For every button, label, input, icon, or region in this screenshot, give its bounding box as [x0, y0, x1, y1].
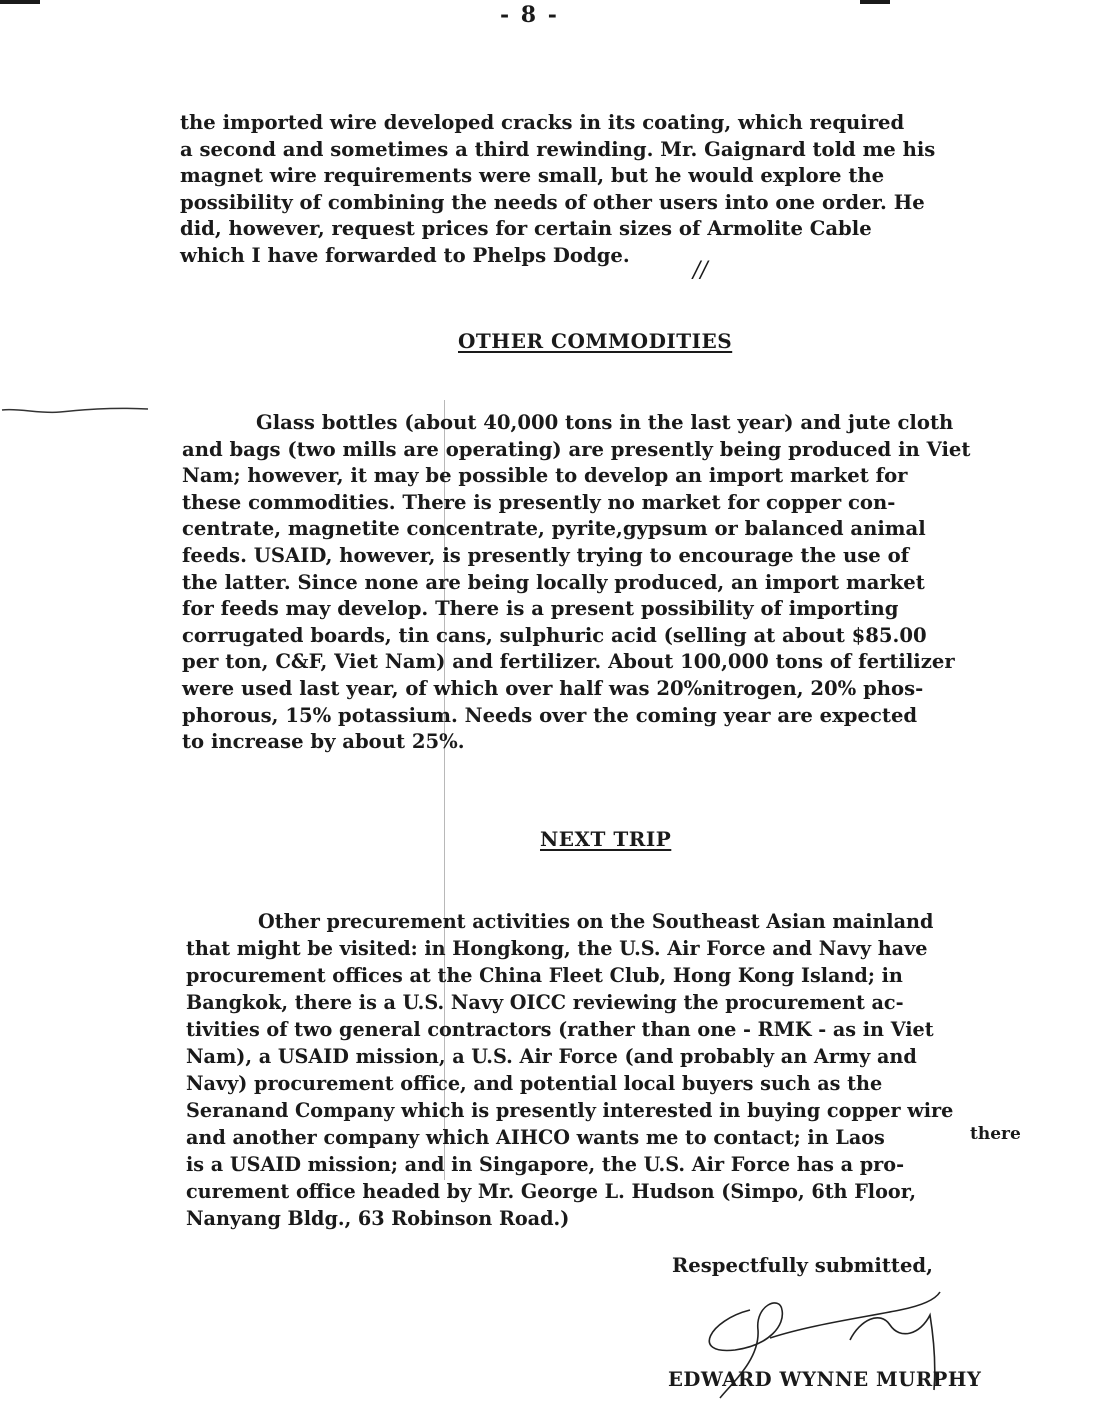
text-line: phorous, 15% potassium. Needs over the coming year are expected — [182, 703, 918, 727]
other-commodities-paragraph — [182, 410, 970, 756]
signer-name: EDWARD WYNNE MURPHY — [668, 1368, 982, 1391]
text-line: corrugated boards, tin cans, sulphuric acid (selling at about $85.00 — [182, 623, 927, 647]
text-line: Other precurement activities on the Southeast Asian mainland — [258, 910, 934, 933]
text-line: that might be visited: in Hongkong, the U.S. Air Force and Navy have — [186, 937, 928, 960]
text-line: possibility of combining the needs of other users into one order. He — [180, 190, 925, 214]
margin-pen-mark — [0, 404, 150, 418]
other-commodities-heading: OTHER COMMODITIES — [458, 329, 733, 353]
next-trip-paragraph — [186, 908, 953, 1232]
text-line: to increase by about 25%. — [182, 730, 465, 754]
text-line: Glass bottles (about 40,000 tons in the last year) and jute cloth — [256, 411, 954, 434]
text-line: tivities of two general contractors (rather than one - RMK - as in Viet — [186, 1018, 934, 1041]
handwritten-insertion: there — [970, 1124, 1021, 1144]
next-trip-heading: NEXT TRIP — [540, 827, 672, 851]
text-line: and bags (two mills are operating) are presently being produced in Viet — [182, 437, 971, 461]
text-line: curement office headed by Mr. George L. Hudson (Simpo, 6th Floor, — [186, 1180, 917, 1203]
text-line: for feeds may develop. There is a present possibility of importing — [182, 597, 899, 621]
top-edge-mark-left — [0, 0, 40, 4]
text-line: Seranand Company which is presently interested in buying copper wire — [186, 1099, 954, 1122]
text-line: per ton, C&F, Viet Nam) and fertilizer. About 100,000 tons of fertilizer — [182, 650, 955, 674]
closing-line: Respectfully submitted, — [672, 1254, 933, 1277]
text-line: Bangkok, there is a U.S. Navy OICC reviewing the procurement ac- — [186, 991, 904, 1014]
text-line: Nam; however, it may be possible to develop an import market for — [182, 464, 908, 488]
page-number: - 8 - — [500, 2, 559, 28]
text-line: feeds. USAID, however, is presently trying to encourage the use of — [182, 543, 910, 567]
text-line: magnet wire requirements were small, but he would explore the — [180, 164, 885, 188]
text-line: Nanyang Bldg., 63 Robinson Road.) — [186, 1207, 570, 1230]
text-line: the latter. Since none are being locally produced, an import market — [182, 570, 925, 594]
text-line: Navy) procurement office, and potential local buyers such as the — [186, 1072, 883, 1095]
top-edge-mark-right — [860, 0, 890, 4]
text-line: which I have forwarded to Phelps Dodge. — [180, 243, 630, 267]
text-line: a second and sometimes a third rewinding. Mr. Gaignard told me his — [180, 137, 936, 161]
text-line: did, however, request prices for certain sizes of Armolite Cable — [180, 217, 872, 241]
text-line: these commodities. There is presently no market for copper con- — [182, 490, 896, 514]
text-line: were used last year, of which over half was 20%nitrogen, 20% phos- — [182, 676, 924, 700]
intro-paragraph — [180, 110, 935, 270]
text-line: is a USAID mission; and in Singapore, the U.S. Air Force has a pro- — [186, 1153, 905, 1176]
text-line: procurement offices at the China Fleet Club, Hong Kong Island; in — [186, 964, 903, 987]
text-line: centrate, magnetite concentrate, pyrite,gypsum or balanced animal — [182, 517, 926, 541]
text-line: Nam), a USAID mission, a U.S. Air Force (and probably an Army and — [186, 1045, 917, 1068]
text-line: and another company which AIHCO wants me to contact; in Laos — [186, 1126, 885, 1149]
text-line: the imported wire developed cracks in its coating, which required — [180, 111, 905, 134]
section-end-mark: // — [693, 258, 708, 283]
